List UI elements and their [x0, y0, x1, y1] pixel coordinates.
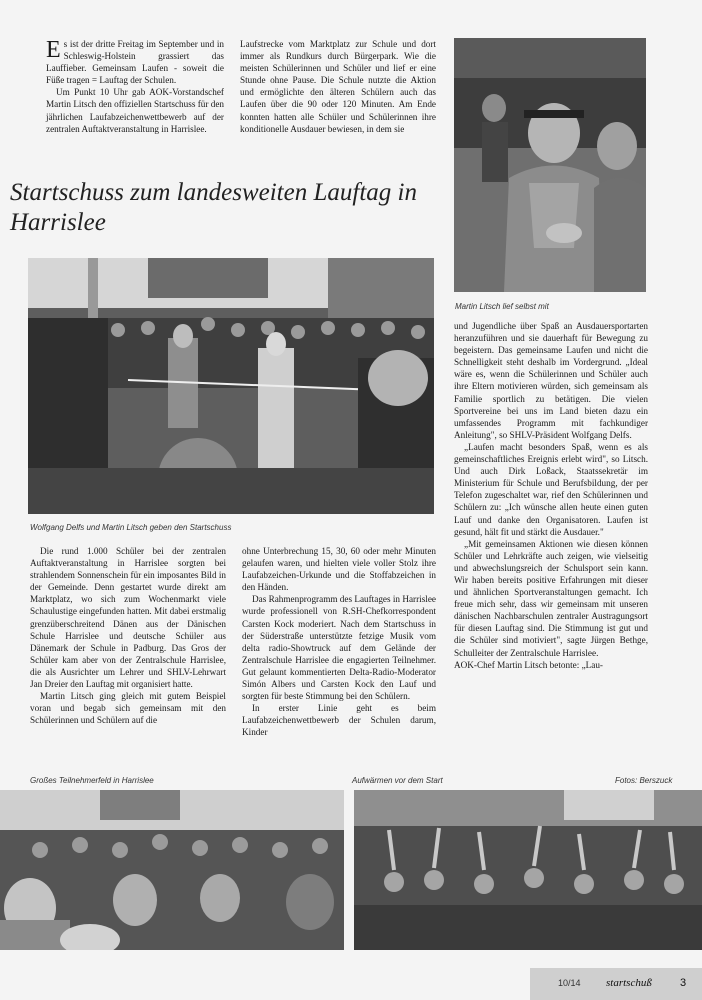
magazine-brand: startschuß: [606, 977, 652, 989]
crowd-photo: [0, 790, 344, 950]
issue-number: 10/14: [558, 978, 581, 988]
warmup-photo: [354, 790, 702, 950]
page-number: 3: [680, 977, 687, 989]
right-paragraph-2: „Laufen macht besonders Spaß, wenn es als gemeinschaftliches Ereignis erlebt wird", so Litsch. Und auch Dirk Loßack, Staatssekretär im Ministerium für Schule und Berufsbildung, der per Telefon zugeschaltet war, rief den Schülerinnen und Schülern zu: „Ich wünsche allen heute einen guten Lauf und danke den Organisatoren. Laufen ist gesund, hält fit und stärkt die Ausdauer.": [454, 441, 648, 537]
mid-body-column: [242, 545, 436, 739]
mid-paragraph-1: ohne Unterbrechung 15, 30, 60 oder mehr Minuten gelaufen waren, und hielten viele voller Stolz ihre Laufabzeichen-Urkunde und die Stoffabzeichen in den Händen.: [242, 546, 436, 593]
right-paragraph-4: AOK-Chef Martin Litsch betonte: „Lau-: [454, 659, 603, 670]
drop-cap: E: [46, 37, 61, 63]
caption-bottom-mid: Aufwärmen vor dem Start: [352, 776, 443, 785]
runner-photo: [454, 38, 646, 292]
right-paragraph-1: und Jugendliche über Spaß an Ausdauersportarten heranzuführen und sie dauerhaft für Bewegung zu begeistern. Das gemeinsame Laufen und nicht die Schnelligkeit steht deshalb im Vordergrund. „Ideal wäre es, wenn die Schülerinnen und Schüler auch ihre Eltern motivieren würden, sich gemeinsam als Familie sportlich zu betätigen. Die vielen Sportvereine bei uns im Land bieten dazu ein umfassendes Programm mit fachkundiger Anleitung", so SHLV-Präsident Wolfgang Delfs.: [454, 321, 648, 440]
mid-paragraph-2: Das Rahmenprogramm des Lauftages in Harrislee wurde professionell von R.SH-Chefkorrespondent Carsten Kock moderiert. Nach dem Startschuss in der Süderstraße unterstützte fetzige Musik vom delta radio-Showtruck auf dem Gelände der Zentralschule Harrislee die engagierten Teilnehmer. Gut gelaunt kommentierten Delta-Radio-Moderator Simón Albers und Carsten Kock den Lauf und sorgten für beste Stimmung bei den Schülern.: [242, 594, 436, 702]
page-footer: [530, 968, 702, 1000]
intro-column: [46, 38, 224, 135]
right-paragraph-3: „Mit gemeinsamen Aktionen wie diesen können Schüler und Lehrkräfte auch zeigen, wie vielseitig und abwechslungsreich der Schulsport sein kann. Wir haben bereits positive Erfahrungen mit dieser und ähnlichen Sportveranstaltungen gemacht. Ich freue mich sehr, dass wir gemeinsam mit unseren dänischen Nachbarschulen zentraler Austragungsort für diesen Lauftag sind. Die Stimmung ist gut und die Schüler sind motiviert", sagte Jürgen Bethge, Schulleiter der Zentralschule Harrislee.: [454, 538, 648, 658]
start-photo: [28, 258, 434, 514]
mid-top-paragraph: Laufstrecke vom Marktplatz zur Schule und dort immer als Rundkurs durch Bürgerpark. Wie die meisten Schülerinnen und Schüler und lief er eine Stunde ohne Pause. Die Schule nutzte die Aktion und ermöglichte den älteren Schülern auch das Laufen über die 90 oder 120 Minuten. Am Ende konnten hatten alle Schüler und Schülerinnen ihre konditionelle Ausdauer bewiesen, in dem sie: [240, 39, 436, 134]
caption-bottom-left: Großes Teilnehmerfeld in Harrislee: [30, 776, 154, 785]
caption-runner: Martin Litsch lief selbst mit: [455, 302, 549, 311]
caption-credit: Fotos: Berszuck: [615, 776, 673, 785]
article-headline: Startschuss zum landesweiten Lauftag in Harrislee: [10, 179, 417, 236]
left-paragraph-2: Martin Litsch ging gleich mit gutem Beispiel voran und begab sich gemeinsam mit den Schülerinnen und Schülern auf die: [30, 691, 226, 726]
caption-start: Wolfgang Delfs und Martin Litsch geben den Startschuss: [30, 523, 232, 532]
intro-paragraph-2: Um Punkt 10 Uhr gab AOK-Vorstandschef Martin Litsch den offiziellen Startschuss für den jährlichen Laufabzeichenwettbewerb auf der zentralen Auftaktveranstaltung in Harrislee.: [46, 87, 224, 134]
mid-paragraph-3: In erster Linie geht es beim Laufabzeichenwettbewerb der Schulen darum, Kinder: [242, 703, 436, 738]
right-body-column: [454, 320, 648, 671]
left-paragraph-1: Die rund 1.000 Schüler bei der zentralen Auftaktveranstaltung in Harrislee sorgten bei strahlendem Sonnenschein für ein imposantes Bild in der Gemeinde. Denn gestartet wurde direkt am Marktplatz, wo sich zum Wochenmarkt viele Schaulustige eingefunden hatten. Mit dabei erstmalig grenzüberschreitend Dänen aus der Dänischen Schule Harrislee und deutsche Schüler aus Dänemark der Schule in Padburg. Das Gros der Schüler kam aber von der Zentralschule Harrislee, die als Ausrichter um Lehrer und SHLV-Lehrwart Jan Dreier den Lauftag mit organisiert hatte.: [30, 546, 226, 690]
mid-top-column: [240, 38, 436, 135]
intro-paragraph-1: Es ist der dritte Freitag im September und in Schleswig-Holstein grassiert das Lauffieber. Gemeinsam Laufen - soweit die Füße tragen = Lauftag der Schulen.: [46, 37, 224, 86]
left-body-column: [30, 545, 226, 726]
